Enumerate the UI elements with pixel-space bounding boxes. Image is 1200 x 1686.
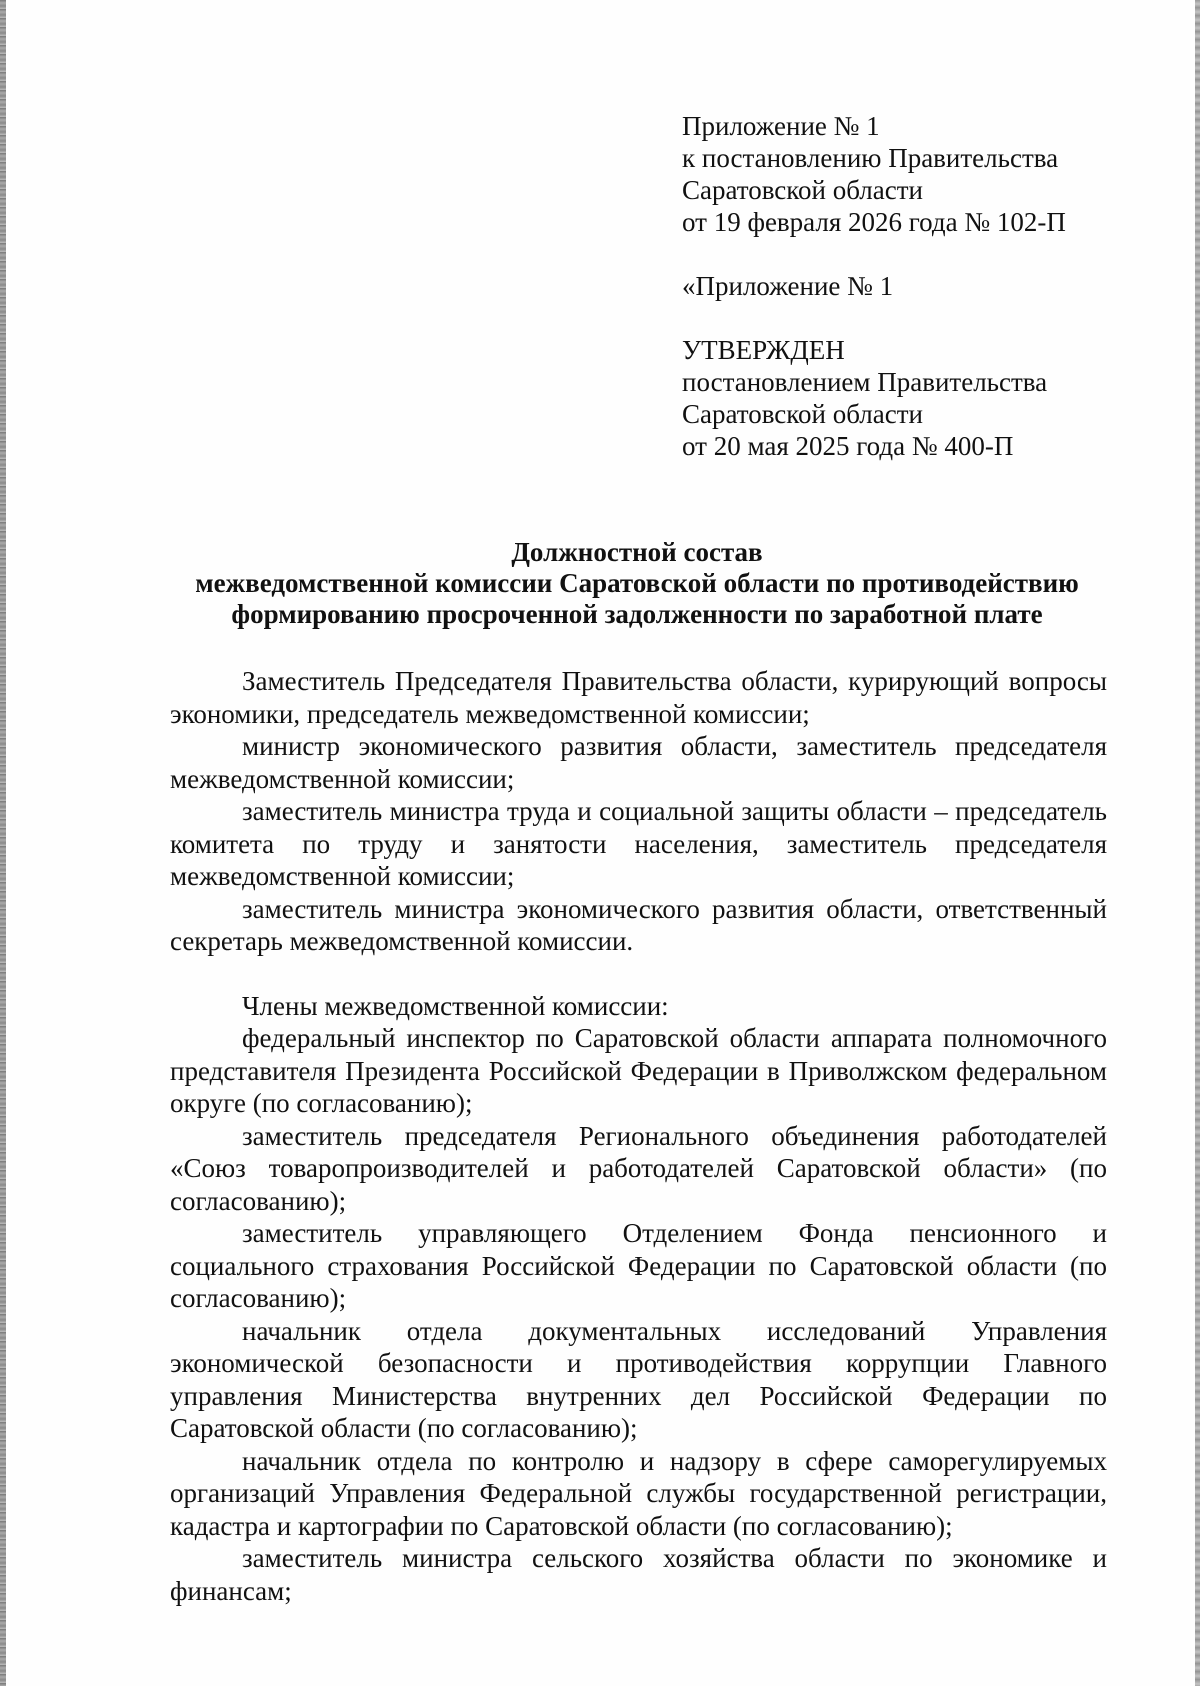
member-item: заместитель председателя Регионального объединения работодателей «Союз товаропроизводителей и работодателей Саратовской области» (по согласованию); bbox=[170, 1120, 1107, 1216]
approval-region: Саратовской области bbox=[682, 399, 923, 429]
quoted-appendix-number: «Приложение № 1 bbox=[682, 271, 894, 301]
member-item: начальник отдела по контролю и надзору в сфере саморегулируемых организаций Управления Федеральной службы государственной регистрации, кадастра и картографии по Саратовской области (по согласованию); bbox=[170, 1445, 1107, 1541]
spacer bbox=[170, 958, 1107, 990]
members-heading: Члены межведомственной комиссии: bbox=[242, 990, 669, 1021]
spacer bbox=[682, 238, 1142, 270]
approval-date: от 20 мая 2025 года № 400-П bbox=[682, 431, 1014, 461]
title-line-1: Должностной состав bbox=[511, 537, 763, 567]
member-item: заместитель управляющего Отделением Фонда пенсионного и социального страхования Российской Федерации по Саратовской области (по согласованию); bbox=[170, 1218, 1107, 1313]
member-item: заместитель министра сельского хозяйства области по экономике и финансам; bbox=[170, 1543, 1107, 1606]
title-line-2: межведомственной комиссии Саратовской области по противодействию bbox=[195, 568, 1079, 598]
approval-resolution-ref: постановлением Правительства bbox=[682, 367, 1048, 397]
leadership-item: министр экономического развития области, заместитель председателя межведомственной комиссии; bbox=[170, 731, 1107, 794]
spacer bbox=[682, 302, 1142, 334]
member-item: начальник отдела документальных исследований Управления экономической безопасности и противодействия коррупции Главного управления Министерства внутренних дел Российской Федерации по Саратовской области (по согласованию); bbox=[170, 1315, 1107, 1443]
scan-edge-right bbox=[1195, 0, 1200, 1686]
document-body bbox=[170, 665, 1107, 1607]
title-line-3: формированию просроченной задолженности по заработной плате bbox=[231, 599, 1043, 629]
leadership-item: заместитель министра экономического развития области, ответственный секретарь межведомственной комиссии. bbox=[170, 893, 1107, 956]
approval-heading: УТВЕРЖДЕН bbox=[682, 335, 845, 365]
appendix-region: Саратовской области bbox=[682, 175, 923, 205]
member-item: федеральный инспектор по Саратовской области аппарата полномочного представителя Президента Российской Федерации в Приволжском федеральном округе (по согласованию); bbox=[170, 1023, 1107, 1118]
scan-edge-left bbox=[0, 0, 6, 1686]
appendix-date: от 19 февраля 2026 года № 102-П bbox=[682, 207, 1066, 237]
appendix-block bbox=[682, 110, 1142, 462]
document-title bbox=[150, 537, 1124, 630]
appendix-resolution-ref: к постановлению Правительства bbox=[682, 143, 1059, 173]
appendix-number: Приложение № 1 bbox=[682, 111, 880, 141]
leadership-item: заместитель министра труда и социальной защиты области – председатель комитета по труду и занятости населения, заместитель председателя межведомственной комиссии; bbox=[170, 796, 1107, 891]
leadership-item: Заместитель Председателя Правительства области, курирующий вопросы экономики, председатель межведомственной комиссии; bbox=[170, 666, 1107, 729]
